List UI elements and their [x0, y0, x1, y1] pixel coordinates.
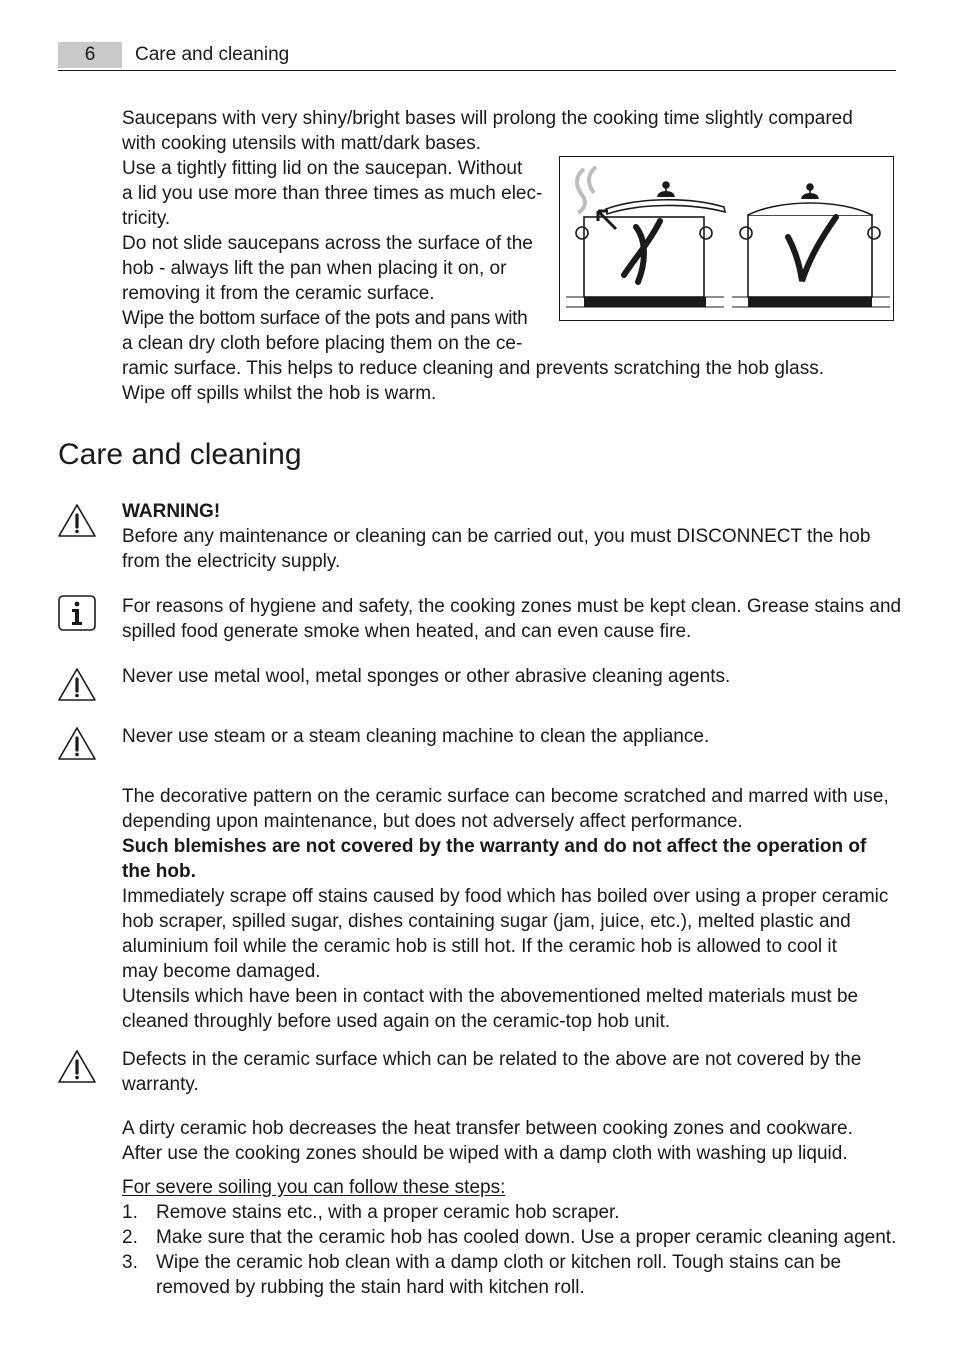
warning-text: from the electricity supply.	[122, 551, 341, 572]
warning-triangle-icon	[56, 1048, 98, 1086]
defects-text: warranty.	[122, 1074, 199, 1095]
warranty-bold-text: the hob.	[122, 861, 196, 882]
scrape-text: Immediately scrape off stains caused by food which has boiled over using a proper ceramic	[122, 886, 889, 907]
wipe-line: ramic surface. This helps to reduce cleaning and prevents scratching the hob glass.	[122, 358, 824, 379]
page-number: 6	[84, 44, 96, 65]
slide-line: removing it from the ceramic surface.	[122, 283, 435, 304]
lid-line: a lid you use more than three times as much elec-	[122, 183, 543, 204]
lid-line: Use a tightly fitting lid on the saucepan. Without	[122, 158, 523, 179]
lid-line: tricity.	[122, 208, 171, 229]
scrape-text: aluminium foil while the ceramic hob is still hot. If the ceramic hob is allowed to cool it	[122, 936, 837, 957]
intro-line: Saucepans with very shiny/bright bases will prolong the cooking time slightly compared	[122, 108, 853, 129]
saucepan-lid-illustration	[559, 156, 894, 321]
utensils-text: cleaned throughly before used again on the ceramic-top hob unit.	[122, 1011, 671, 1032]
dirty-hob-text: A dirty ceramic hob decreases the heat transfer between cooking zones and cookware.	[122, 1118, 853, 1139]
slide-line: Do not slide saucepans across the surface of the	[122, 233, 533, 254]
spills-line: Wipe off spills whilst the hob is warm.	[122, 383, 437, 404]
step-text: Make sure that the ceramic hob has cooled down. Use a proper ceramic cleaning agent.	[156, 1227, 897, 1248]
slide-line: hob - always lift the pan when placing it on, or	[122, 258, 507, 279]
warning-text: Before any maintenance or cleaning can be carried out, you must DISCONNECT the hob	[122, 526, 871, 547]
pattern-text: depending upon maintenance, but does not adversely affect performance.	[122, 811, 743, 832]
warning-triangle-icon	[56, 725, 98, 763]
step-number: 1.	[122, 1202, 138, 1223]
info-icon	[56, 594, 98, 632]
running-header-title: Care and cleaning	[135, 44, 290, 65]
wipe-line: Wipe the bottom surface of the pots and pans with	[122, 308, 528, 329]
step-text: Wipe the ceramic hob clean with a damp cloth or kitchen roll. Tough stains can be	[156, 1252, 842, 1273]
step-number: 2.	[122, 1227, 138, 1248]
steam-warning-text: Never use steam or a steam cleaning machine to clean the appliance.	[122, 726, 710, 747]
step-text: removed by rubbing the stain hard with kitchen roll.	[156, 1277, 585, 1298]
step-text: Remove stains etc., with a proper ceramic hob scraper.	[156, 1202, 620, 1223]
defects-text: Defects in the ceramic surface which can be related to the above are not covered by the	[122, 1049, 862, 1070]
info-text: spilled food generate smoke when heated, and can even cause fire.	[122, 621, 692, 642]
utensils-text: Utensils which have been in contact with the abovementioned melted materials must be	[122, 986, 859, 1007]
step-number: 3.	[122, 1252, 138, 1273]
abrasive-warning-text: Never use metal wool, metal sponges or other abrasive cleaning agents.	[122, 666, 731, 687]
steps-heading: For severe soiling you can follow these steps:	[122, 1177, 506, 1198]
scrape-text: may become damaged.	[122, 961, 321, 982]
dirty-hob-text: After use the cooking zones should be wiped with a damp cloth with washing up liquid.	[122, 1143, 848, 1164]
pan-lid-on	[740, 184, 880, 297]
wipe-line: a clean dry cloth before placing them on the ce-	[122, 333, 523, 354]
warranty-bold-text: Such blemishes are not covered by the warranty and do not affect the operation of	[122, 836, 867, 857]
section-heading: Care and cleaning	[58, 438, 302, 471]
warning-title: WARNING!	[122, 501, 221, 522]
pattern-text: The decorative pattern on the ceramic surface can become scratched and marred with use,	[122, 786, 889, 807]
intro-line: with cooking utensils with matt/dark bases.	[122, 133, 482, 154]
header-rule	[58, 70, 896, 71]
warning-triangle-icon	[56, 666, 98, 704]
info-text: For reasons of hygiene and safety, the cooking zones must be kept clean. Grease stains and	[122, 596, 902, 617]
warning-triangle-icon	[56, 502, 98, 540]
scrape-text: hob scraper, spilled sugar, dishes containing sugar (jam, juice, etc.), melted plastic and	[122, 911, 851, 932]
